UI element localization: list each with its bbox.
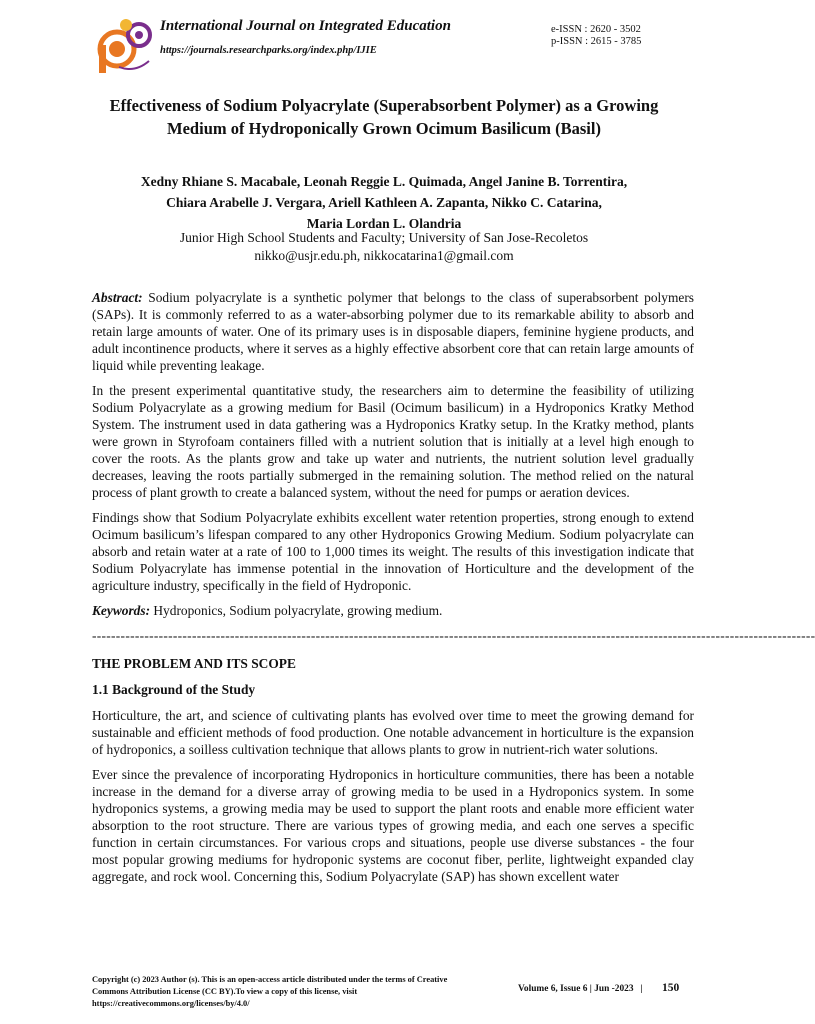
author-list xyxy=(80,171,688,234)
page-number: 150 xyxy=(662,982,680,994)
article-body xyxy=(92,289,815,893)
keywords-text: Hydroponics, Sodium polyacrylate, growing medium. xyxy=(153,603,443,618)
abstract-paragraph: Findings show that Sodium Polyacrylate exhibits excellent water retention properties, strong enough to extend Ocimum basilicum’s lifespan compared to any other Hydroponics Growing Medium. Sodium polyacrylate can absorb and retain water at a rate of 100 to 1,000 times its weight. The results of this investigation indicate that Sodium Polyacrylate has immense potential in the innovation of Horticulture and the development of the agriculture industry, specifically in the field of Hydroponic. xyxy=(92,510,694,593)
issn-block xyxy=(551,24,641,48)
abstract-paragraph: In the present experimental quantitative study, the researchers aim to determine the feasibility of utilizing Sodium Polyacrylate as a growing medium for Basil (Ocimum basilicum) in a Hydroponics Kratky Method System. The instrument used in data gathering was a Hydroponics Kratky setup. In the Kratky method, plants were grown in Styrofoam containers filled with a nutrient solution that is initially at a level high enough to cover the roots. As the plants grow and take up water and nutrients, the nutrient solution level gradually decreases, leaving the roots partially submerged in the remaining solution. The method relied on the natural process of plant growth to create a balanced system, without the need for pumps or aeration devices. xyxy=(92,383,694,500)
authors-line: Chiara Arabelle J. Vergara, Ariell Kathleen A. Zapanta, Nikko C. Catarina, xyxy=(166,195,602,210)
volume-issue: Volume 6, Issue 6 | Jun -2023 xyxy=(518,984,634,994)
e-issn: e-ISSN : 2620 - 3502 xyxy=(551,24,641,35)
affiliation-block xyxy=(80,229,688,265)
abstract-label: Abstract: xyxy=(92,290,143,305)
volume-info xyxy=(518,984,643,994)
research-parks-logo-icon xyxy=(97,15,153,75)
p-issn: p-ISSN : 2615 - 3785 xyxy=(551,36,642,47)
affiliation: Junior High School Students and Faculty; University of San Jose-Recoletos xyxy=(179,230,589,245)
subsection-heading: 1.1 Background of the Study xyxy=(92,682,256,697)
keywords-label: Keywords: xyxy=(92,603,151,618)
journal-url-link[interactable]: https://journals.researchparks.org/index.php/IJIE xyxy=(160,45,377,56)
abstract-paragraph xyxy=(92,289,694,374)
dashed-separator: -------------------------------------------------------------------------------------------------------------------------------------------------------- xyxy=(92,628,815,643)
authors-line: Xedny Rhiane S. Macabale, Leonah Reggie L. Quimada, Angel Janine B. Torrentira, xyxy=(140,174,628,189)
authors-line: Maria Lordan L. Olandria xyxy=(306,216,462,231)
section-heading: THE PROBLEM AND ITS SCOPE xyxy=(92,656,296,671)
body-paragraph: Horticulture, the art, and science of cultivating plants has evolved over time to meet the growing demand for sustainable and efficient methods of food production. One notable advancement in horticulture is the expansion of hydroponics, a soilless cultivation technique that allows plants to grow in nutrient-rich water solutions. xyxy=(92,708,694,757)
keywords-paragraph xyxy=(92,602,694,619)
copyright-notice: Copyright (c) 2023 Author (s). This is an open-access article distributed under the terms of Creative Commons Attribution License (CC BY).To view a copy of this license, visit https://creativecommons.org/licenses/by/4.0/ xyxy=(92,975,448,1008)
abstract-text: Sodium polyacrylate is a synthetic polymer that belongs to the class of superabsorbent polymers (SAPs). It is commonly referred to as a water-absorbing polymer due to its remarkable ability to absorb and retain large amounts of water. One of its primary uses is in disposable diapers, feminine hygiene products, and adult incontinence products, where it serves as a highly effective absorbent core that can retain large amounts of liquid while preventing leakage. xyxy=(92,290,694,373)
body-paragraph: Ever since the prevalence of incorporating Hydroponics in horticulture communities, there has been a notable increase in the demand for a diverse array of growing media to be used in a Hydroponics system. In some hydroponics systems, a growing media may be used to support the plant roots and enable more efficient water absorption to the root structure. There are various types of growing media, and each one serves a specific function in certain circumstances. For various crops and situations, people use diverse substances - the four most popular growing mediums for hydroponic systems are coconut fiber, perlite, lightweight expanded clay aggregate, and rock wool. Concerning this, Sodium Polyacrylate (SAP) has shown excellent water xyxy=(92,767,694,884)
footer-divider: | xyxy=(640,984,643,994)
author-emails[interactable]: nikko@usjr.edu.ph, nikkocatarina1@gmail.com xyxy=(254,248,514,263)
journal-title: International Journal on Integrated Education xyxy=(160,18,451,34)
article-title: Effectiveness of Sodium Polyacrylate (Superabsorbent Polymer) as a Growing Medium of Hydroponically Grown Ocimum Basilicum (Basil) xyxy=(109,96,659,138)
